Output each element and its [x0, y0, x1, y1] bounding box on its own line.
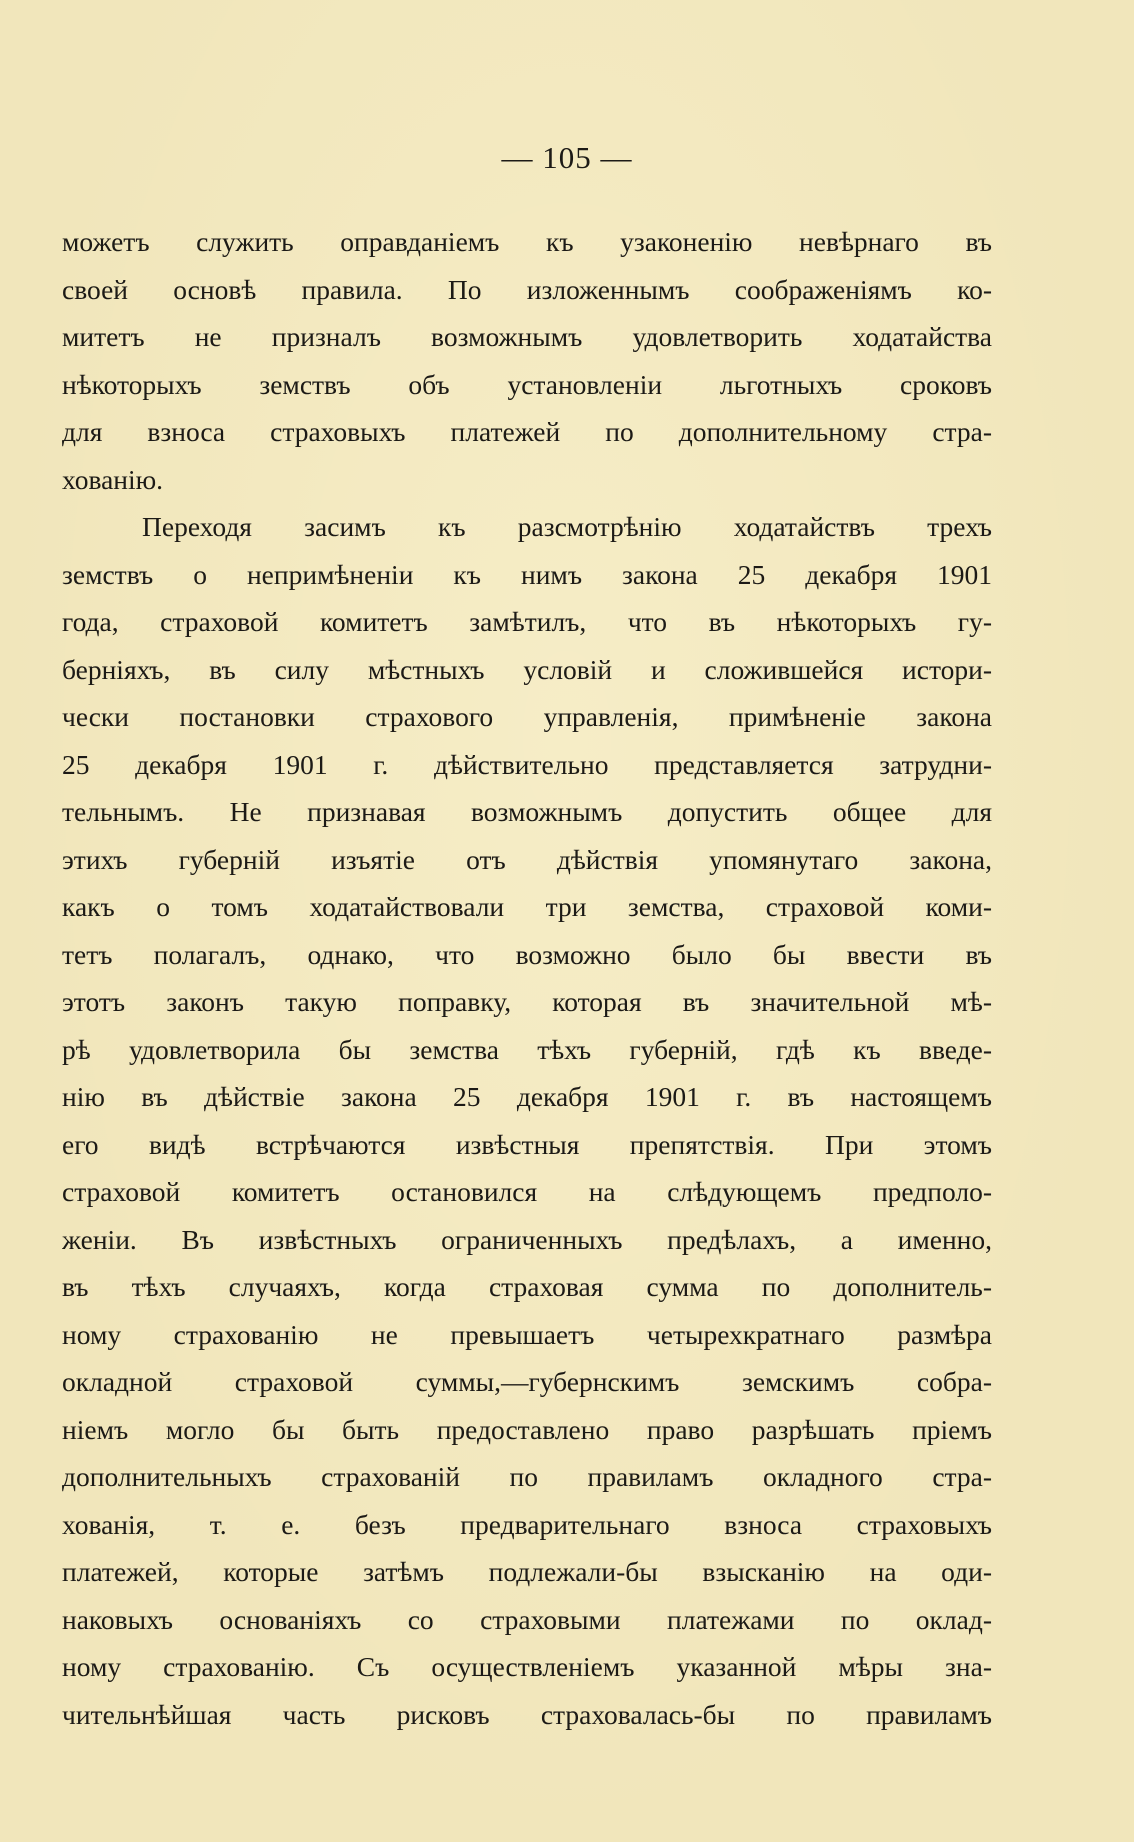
text-line: 25 декабря 1901 г. дѣйствительно представляется затрудни- [62, 748, 992, 780]
text-line: женіи. Въ извѣстныхъ ограниченныхъ предѣлахъ, а именно, [62, 1223, 992, 1255]
text-line: тетъ полагалъ, однако, что возможно было бы ввести въ [62, 938, 992, 970]
text-line: дополнительныхъ страхованій по правиламъ окладного стра- [62, 1461, 992, 1492]
text-line: его видѣ встрѣчаются извѣстныя препятствія. При этомъ [62, 1128, 992, 1160]
text-line: тельнымъ. Не признавая возможнымъ допустить общее для [62, 796, 992, 827]
text-line: Переходя засимъ къ разсмотрѣнію ходатайствъ трехъ [142, 511, 992, 542]
text-line: хованію. [62, 463, 164, 495]
text-line: страховой комитетъ остановился на слѣдующемъ предполо- [62, 1176, 992, 1207]
text-line: этихъ губерній изъятіе отъ дѣйствія упомянутаго закона, [62, 843, 992, 875]
text-line: рѣ удовлетворила бы земства тѣхъ губерній, гдѣ къ введе- [62, 1033, 992, 1065]
text-line: платежей, которые затѣмъ подлежали-бы взысканію на оди- [62, 1556, 992, 1587]
body-text [62, 218, 992, 1738]
text-line: окладной страховой суммы,—губернскимъ земскимъ собра- [62, 1366, 992, 1397]
text-line: хованія, т. е. безъ предварительнаго взноса страховыхъ [62, 1508, 992, 1540]
text-line: въ тѣхъ случаяхъ, когда страховая сумма по дополнитель- [62, 1271, 992, 1302]
text-line: какъ о томъ ходатайствовали три земства, страховой коми- [62, 891, 992, 922]
text-line: года, страховой комитетъ замѣтилъ, что въ нѣкоторыхъ гу- [62, 606, 992, 637]
text-line: этотъ законъ такую поправку, которая въ значительной мѣ- [62, 986, 992, 1017]
text-line: ніемъ могло бы быть предоставлено право разрѣшать пріемъ [62, 1413, 992, 1445]
text-line: нѣкоторыхъ земствъ объ установленіи льготныхъ сроковъ [62, 368, 992, 400]
text-line: можетъ служить оправданіемъ къ узаконенію невѣрнаго въ [62, 226, 992, 257]
text-line: чительнѣйшая часть рисковъ страховалась-бы по правиламъ [62, 1698, 992, 1730]
text-line: наковыхъ основаніяхъ со страховыми платежами по оклад- [62, 1603, 992, 1635]
text-line: берніяхъ, въ силу мѣстныхъ условій и сложившейся истори- [62, 653, 992, 685]
text-line: своей основѣ правила. По изложеннымъ соображеніямъ ко- [62, 273, 992, 305]
text-line: ному страхованію не превышаетъ четырехкратнаго размѣра [62, 1318, 992, 1350]
text-line: чески постановки страхового управленія, примѣненіе закона [62, 701, 992, 732]
text-line: ному страхованію. Съ осуществленіемъ указанной мѣры зна- [62, 1651, 992, 1682]
text-line: земствъ о непримѣненіи къ нимъ закона 25 декабря 1901 [62, 558, 992, 590]
text-line: митетъ не призналъ возможнымъ удовлетворить ходатайства [62, 321, 992, 352]
text-line: для взноса страховыхъ платежей по дополнительному стра- [62, 416, 992, 447]
text-line: нію въ дѣйствіе закона 25 декабря 1901 г. въ настоящемъ [62, 1081, 992, 1112]
page-number: — 105 — [501, 140, 633, 175]
